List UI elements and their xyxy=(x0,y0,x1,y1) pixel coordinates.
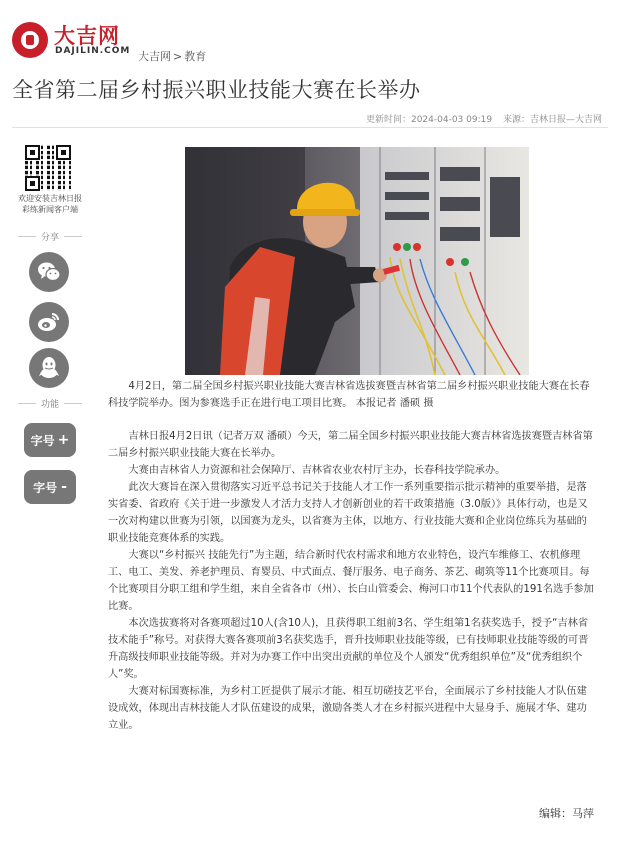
updated-label: 更新时间： xyxy=(365,115,411,125)
font-decrease-button[interactable] xyxy=(24,470,76,504)
wechat-icon xyxy=(37,261,61,283)
article-paragraph: 大赛以“乡村振兴 技能先行”为主题，结合新时代农村需求和地方农业特色，设汽车维修工、农机修理工、电工、美发、养老护理员、育婴员、中式面点、餐厅服务、电子商务、茶艺、砌筑等11个比赛项目。每个比赛项目分职工组和学生组，来自全省各市（州）、长白山管委会、梅河口市11个代表队的191名选手参加比赛。 xyxy=(108,550,594,612)
breadcrumb-separator: > xyxy=(173,50,183,63)
article-editor: 编辑：马萍 xyxy=(539,807,594,820)
updated-time: 2024-04-03 09:19 xyxy=(410,115,493,125)
article-paragraph: 此次大赛旨在深入贯彻落实习近平总书记关于技能人才工作一系列重要指示批示精神的重要举措，是落实省委、省政府《关于进一步激发人才活力支持人才创新创业的若干政策措施（3.0版）》具体行动，也是又一次对构建以世赛为引领，以国赛为龙头，以省赛为主体，以地方、行业技能大赛和企业岗位练兵为基础的职业技能竞赛体系的实践。 xyxy=(108,482,588,544)
font-increase-label: 字号 xyxy=(30,433,55,448)
article-paragraph: 本次选拔赛将对各赛项超过10人(含10人)，且获得职工组前3名、学生组第1名获奖选手，授予“吉林省技术能手”称号。对获得大赛各赛项前3名获奖选手，晋升技师职业技能等级，已有技师职业技能等级的可晋升高级技师职业技能等级。并对为办赛工作中出突出贡献的单位及个人颁发“优秀组织单位”及“优秀组织个人”奖。 xyxy=(108,618,589,680)
qq-icon xyxy=(39,356,59,380)
article-title: 全省第二届乡村振兴职业技能大赛在长举办 xyxy=(12,78,421,102)
qq-share-button[interactable] xyxy=(29,348,69,388)
logo-mark-icon xyxy=(12,22,48,58)
article-body xyxy=(108,378,594,734)
breadcrumb-education[interactable]: 教育 xyxy=(184,50,207,63)
wechat-share-button[interactable] xyxy=(29,252,69,292)
function-label: 功能 xyxy=(10,397,90,410)
logo-text: 大吉网 xyxy=(54,24,120,48)
site-logo[interactable] xyxy=(12,22,132,62)
breadcrumb-home[interactable]: 大吉网 xyxy=(138,50,171,63)
photo-caption: 4月2日，第二届全国乡村振兴职业技能大赛吉林省选拔赛暨吉林省第二届乡村振兴职业技能大赛在长春科技学院举办。图为参赛选手正在进行电工项目比赛。 本报记者 潘硕 摄 xyxy=(108,381,590,409)
source-name: 吉林日报—大吉网 xyxy=(529,115,602,125)
qr-caption-line1: 欢迎安装吉林日报 xyxy=(18,194,82,203)
source-label: 来源： xyxy=(502,115,530,125)
qr-caption xyxy=(0,193,100,215)
article-meta xyxy=(362,112,602,125)
share-label: 分享 xyxy=(10,230,90,243)
article-paragraph: 大赛由吉林省人力资源和社会保障厅、吉林省农业农村厅主办，长春科技学院承办。 xyxy=(128,465,506,476)
qr-caption-line2: 彩练新闻客户端 xyxy=(22,205,78,214)
article-paragraph: 吉林日报4月2日讯（记者万双 潘硕）今天，第二届全国乡村振兴职业技能大赛吉林省选拔赛暨吉林省第二届乡村振兴职业技能大赛在长举办。 xyxy=(108,431,593,459)
weibo-share-button[interactable] xyxy=(29,302,69,342)
sidebar xyxy=(0,140,100,520)
article-photo xyxy=(185,147,529,375)
minus-icon: - xyxy=(61,479,67,495)
breadcrumb xyxy=(138,48,208,64)
electrician-photo xyxy=(185,147,529,375)
site-header xyxy=(0,0,622,70)
title-divider xyxy=(12,127,608,128)
font-increase-button[interactable] xyxy=(24,423,76,457)
plus-icon: + xyxy=(57,432,70,448)
article-paragraph: 大赛对标国赛标准，为乡村工匠提供了展示才能、相互切磋技艺平台，全面展示了乡村技能人才队伍建设成效，体现出吉林技能人才队伍建设的成果，激励各类人才在乡村振兴进程中大显身手、施展才华、建功立业。 xyxy=(108,686,587,731)
logo-domain: DAJILIN.COM xyxy=(55,46,131,56)
qr-code-icon xyxy=(25,145,71,191)
weibo-icon xyxy=(37,311,61,333)
font-decrease-label: 字号 xyxy=(33,480,58,495)
